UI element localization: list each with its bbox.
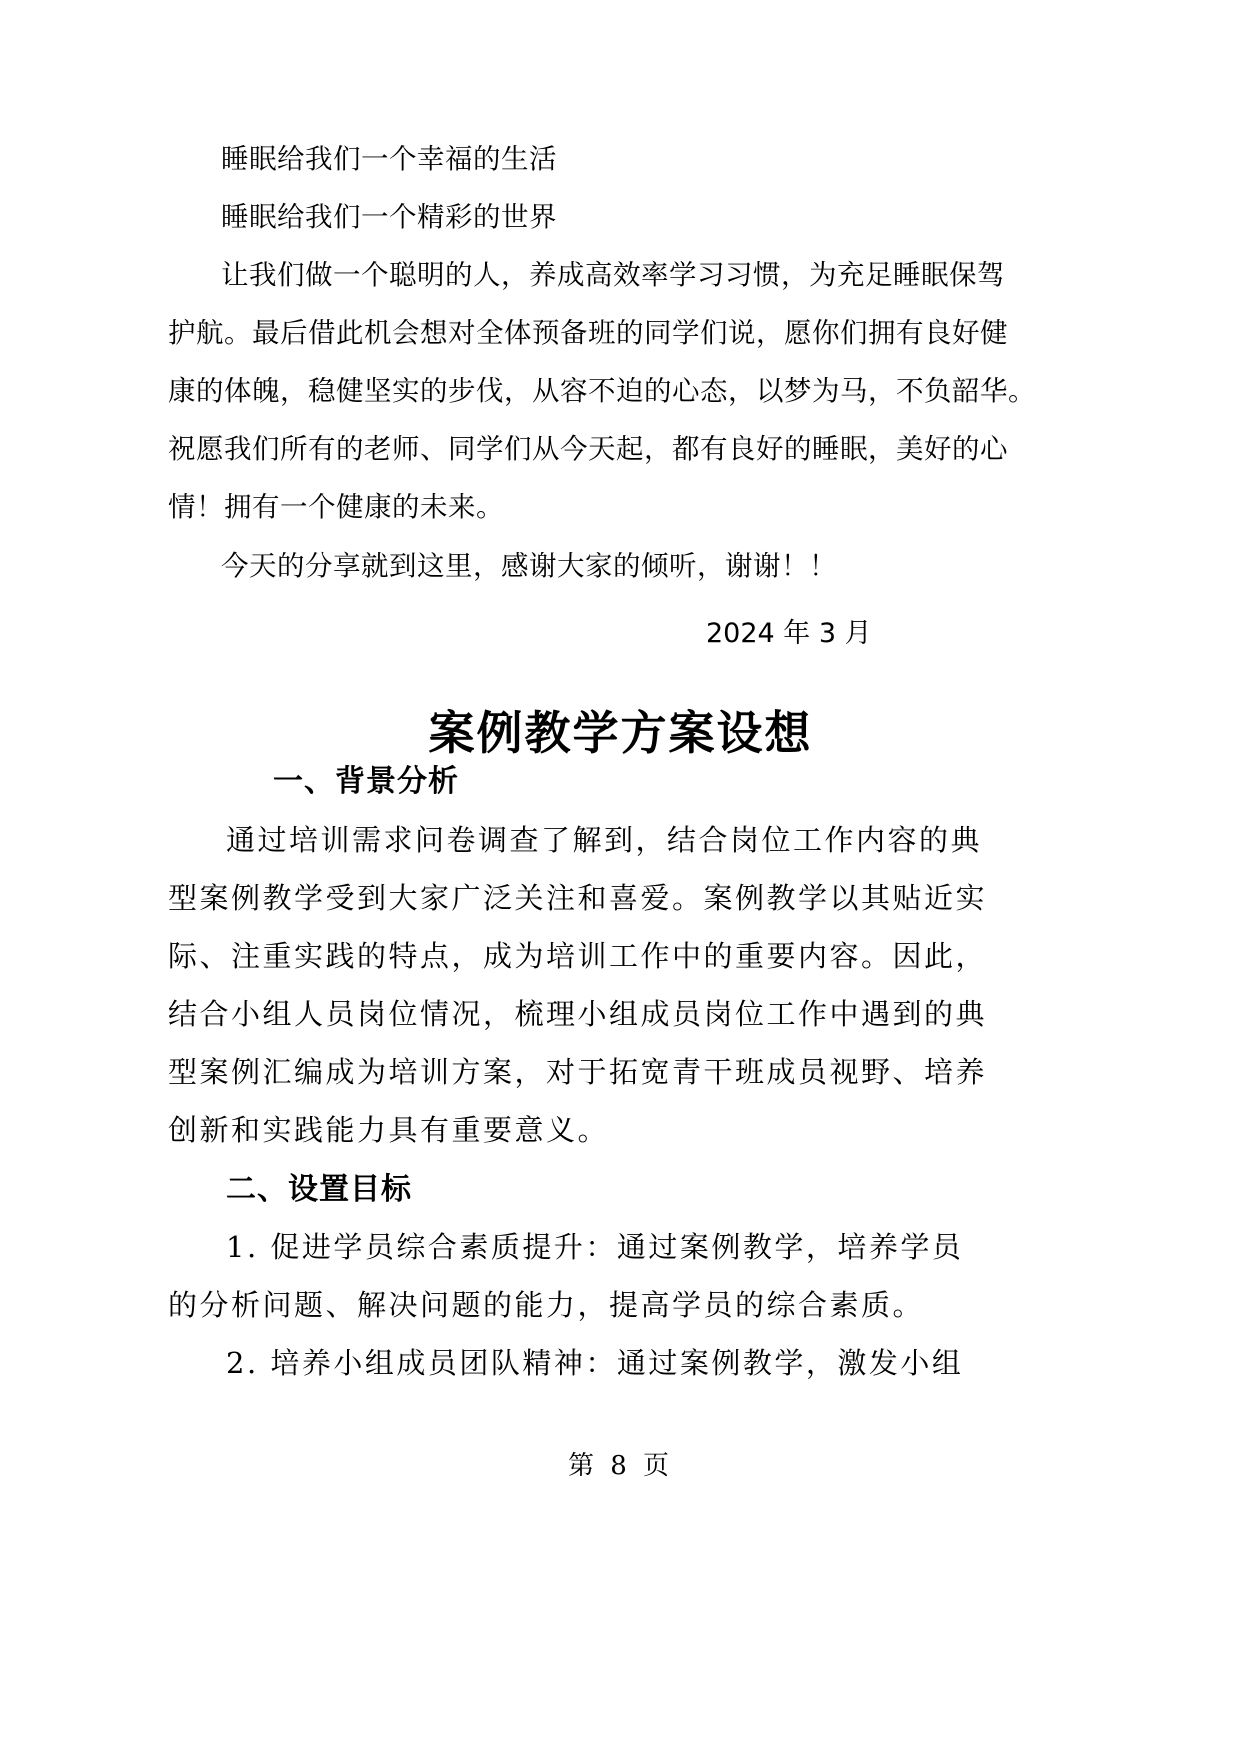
paragraph-line: 结合小组人员岗位情况，梳理小组成员岗位工作中遇到的典 (168, 997, 988, 1031)
speech-date: 2024 年 3 月 (706, 618, 872, 649)
speech-line: 情！拥有一个健康的未来。 (168, 491, 504, 523)
speech-line: 祝愿我们所有的老师、同学们从今天起，都有良好的睡眠，美好的心 (168, 433, 1008, 465)
paragraph-line: 的分析问题、解决问题的能力，提高学员的综合素质。 (168, 1288, 925, 1322)
speech-line: 康的体魄，稳健坚实的步伐，从容不迫的心态，以梦为马，不负韶华。 (168, 375, 1036, 407)
paragraph-line: 通过培训需求问卷调查了解到，结合岗位工作内容的典 (226, 823, 983, 857)
speech-line: 让我们做一个聪明的人，养成高效率学习习惯，为充足睡眠保驾 (221, 259, 1005, 291)
paragraph-line: 型案例教学受到大家广泛关注和喜爱。案例教学以其贴近实 (168, 881, 988, 915)
page-number: 第 8 页 (567, 1451, 674, 1481)
paragraph-line: 2. 培养小组成员团队精神：通过案例教学，激发小组 (226, 1346, 964, 1380)
speech-line: 睡眠给我们一个幸福的生活 (221, 143, 557, 175)
document-title: 案例教学方案设想 (428, 706, 813, 760)
paragraph-line: 型案例汇编成为培训方案，对于拓宽青干班成员视野、培养 (168, 1055, 988, 1089)
paragraph-line: 1. 促进学员综合素质提升：通过案例教学，培养学员 (226, 1230, 964, 1264)
section-heading-background: 一、背景分析 (273, 764, 459, 799)
section-heading-goals: 二、设置目标 (226, 1172, 412, 1207)
paragraph-line: 创新和实践能力具有重要意义。 (168, 1113, 610, 1147)
speech-line: 护航。最后借此机会想对全体预备班的同学们说，愿你们拥有良好健 (168, 317, 1008, 349)
speech-line: 睡眠给我们一个精彩的世界 (221, 201, 557, 233)
speech-line: 今天的分享就到这里，感谢大家的倾听，谢谢！！ (221, 550, 837, 582)
paragraph-line: 际、注重实践的特点，成为培训工作中的重要内容。因此， (168, 939, 988, 973)
